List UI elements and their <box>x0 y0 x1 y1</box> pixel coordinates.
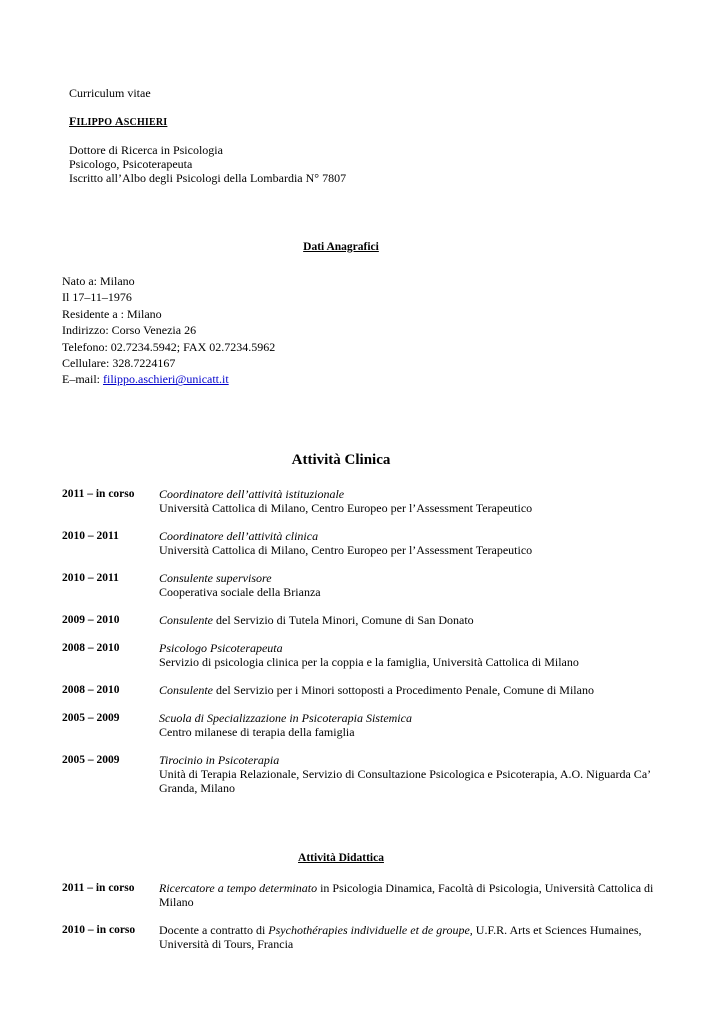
entry-role-line <box>159 529 662 543</box>
entry-role-line <box>159 641 662 655</box>
email-line: E–mail: filippo.aschieri@unicatt.it <box>62 372 229 387</box>
clinical-entry <box>62 711 662 739</box>
entry-role: Scuola di Specializzazione in Psicoterapia Sistemica <box>159 711 412 725</box>
teaching-entry <box>62 923 662 951</box>
entry-role-rest: del Servizio per i Minori sottoposti a Procedimento Penale, Comune di Milano <box>213 683 594 697</box>
entry-description <box>159 881 662 909</box>
entry-role: Consulente <box>159 683 213 697</box>
entry-role: Consulente <box>159 613 213 627</box>
entry-date: 2010 – 2011 <box>62 572 119 584</box>
section-title-attivita-clinica: Attività Clinica <box>291 452 391 468</box>
entry-description <box>159 613 662 627</box>
clinical-entry <box>62 753 662 795</box>
entry-date: 2010 – 2011 <box>62 530 119 542</box>
personal-data <box>62 273 275 388</box>
entry-detail: Università Cattolica di Milano, Centro Europeo per l’Assessment Terapeutico <box>159 543 533 557</box>
entry-detail: Università Cattolica di Milano, Centro Europeo per l’Assessment Terapeutico <box>159 501 533 515</box>
entry-role: Tirocinio in Psicoterapia <box>159 753 280 767</box>
clinical-entry <box>62 683 662 697</box>
person-name: FILIPPO ASCHIERI <box>69 114 168 128</box>
credentials <box>69 143 346 185</box>
entry-role-line <box>159 753 662 767</box>
personal-data-line: Il 17–11–1976 <box>62 290 132 305</box>
entry-date: 2008 – 2010 <box>62 642 120 654</box>
entry-role-rest: in Psicologia Dinamica, Facoltà di Psicologia, Università Cattolica di Milano <box>159 881 654 909</box>
entry-detail: Unità di Terapia Relazionale, Servizio di Consultazione Psicologica e Psicoterapia, A.O. Niguarda Ca’ Granda, Milano <box>159 767 651 795</box>
entry-role: Consulente supervisore <box>159 571 272 585</box>
entry-date: 2005 – 2009 <box>62 754 120 766</box>
entry-role-line <box>159 487 662 501</box>
entry-description <box>159 487 662 515</box>
entry-description <box>159 529 662 557</box>
clinical-activity-list <box>62 487 662 809</box>
entry-detail: Servizio di psicologia clinica per la coppia e la famiglia, Università Cattolica di Milano <box>159 655 579 669</box>
entry-role-line <box>159 571 662 585</box>
credential-line: Iscritto all’Albo degli Psicologi della Lombardia N° 7807 <box>69 171 347 185</box>
teaching-activity-list <box>62 881 662 965</box>
credential-line: Psicologo, Psicoterapeuta <box>69 157 193 171</box>
credential-line: Dottore di Ricerca in Psicologia <box>69 143 223 157</box>
entry-detail: Cooperativa sociale della Brianza <box>159 585 321 599</box>
email-link[interactable]: filippo.aschieri@unicatt.it <box>103 372 229 387</box>
entry-date: 2011 – in corso <box>62 488 135 500</box>
entry-date: 2011 – in corso <box>62 882 135 894</box>
teaching-entry <box>62 881 662 909</box>
entry-description <box>159 683 662 697</box>
entry-role: Psychothérapies individuelle et de groupe, <box>268 923 473 937</box>
clinical-entry <box>62 613 662 627</box>
section-title-dati-anagrafici: Dati Anagrafici <box>303 241 379 253</box>
entry-description <box>159 641 662 669</box>
personal-data-line: Indirizzo: Corso Venezia 26 <box>62 323 197 338</box>
entry-role-rest: U.F.R. Arts et Sciences Humaines, Università di Tours, Francia <box>159 923 642 951</box>
entry-prefix: Docente a contratto di <box>159 923 269 937</box>
entry-role: Ricercatore a tempo determinato <box>159 881 318 895</box>
entry-description <box>159 923 662 951</box>
entry-date: 2008 – 2010 <box>62 684 120 696</box>
entry-role-line <box>159 711 662 725</box>
entry-description <box>159 753 662 795</box>
entry-role: Coordinatore dell’attività clinica <box>159 529 319 543</box>
clinical-entry <box>62 487 662 515</box>
entry-date: 2009 – 2010 <box>62 614 120 626</box>
entry-description <box>159 571 662 599</box>
entry-role: Coordinatore dell’attività istituzionale <box>159 487 345 501</box>
entry-role-line <box>159 613 662 627</box>
entry-date: 2005 – 2009 <box>62 712 120 724</box>
personal-data-line: Cellulare: 328.7224167 <box>62 356 176 371</box>
document-label: Curriculum vitae <box>69 86 151 100</box>
entry-date: 2010 – in corso <box>62 924 136 936</box>
personal-data-line: Telefono: 02.7234.5942; FAX 02.7234.5962 <box>62 339 276 354</box>
entry-detail: Centro milanese di terapia della famiglia <box>159 725 355 739</box>
personal-data-line: Residente a : Milano <box>62 306 162 321</box>
entry-role: Psicologo Psicoterapeuta <box>159 641 283 655</box>
clinical-entry <box>62 641 662 669</box>
entry-role-line <box>159 683 662 697</box>
section-title-attivita-didattica: Attività Didattica <box>298 852 384 864</box>
personal-data-line: Nato a: Milano <box>62 274 135 288</box>
clinical-entry <box>62 571 662 599</box>
document-header <box>69 86 346 185</box>
entry-role-rest: del Servizio di Tutela Minori, Comune di San Donato <box>213 613 474 627</box>
clinical-entry <box>62 529 662 557</box>
entry-description <box>159 711 662 739</box>
